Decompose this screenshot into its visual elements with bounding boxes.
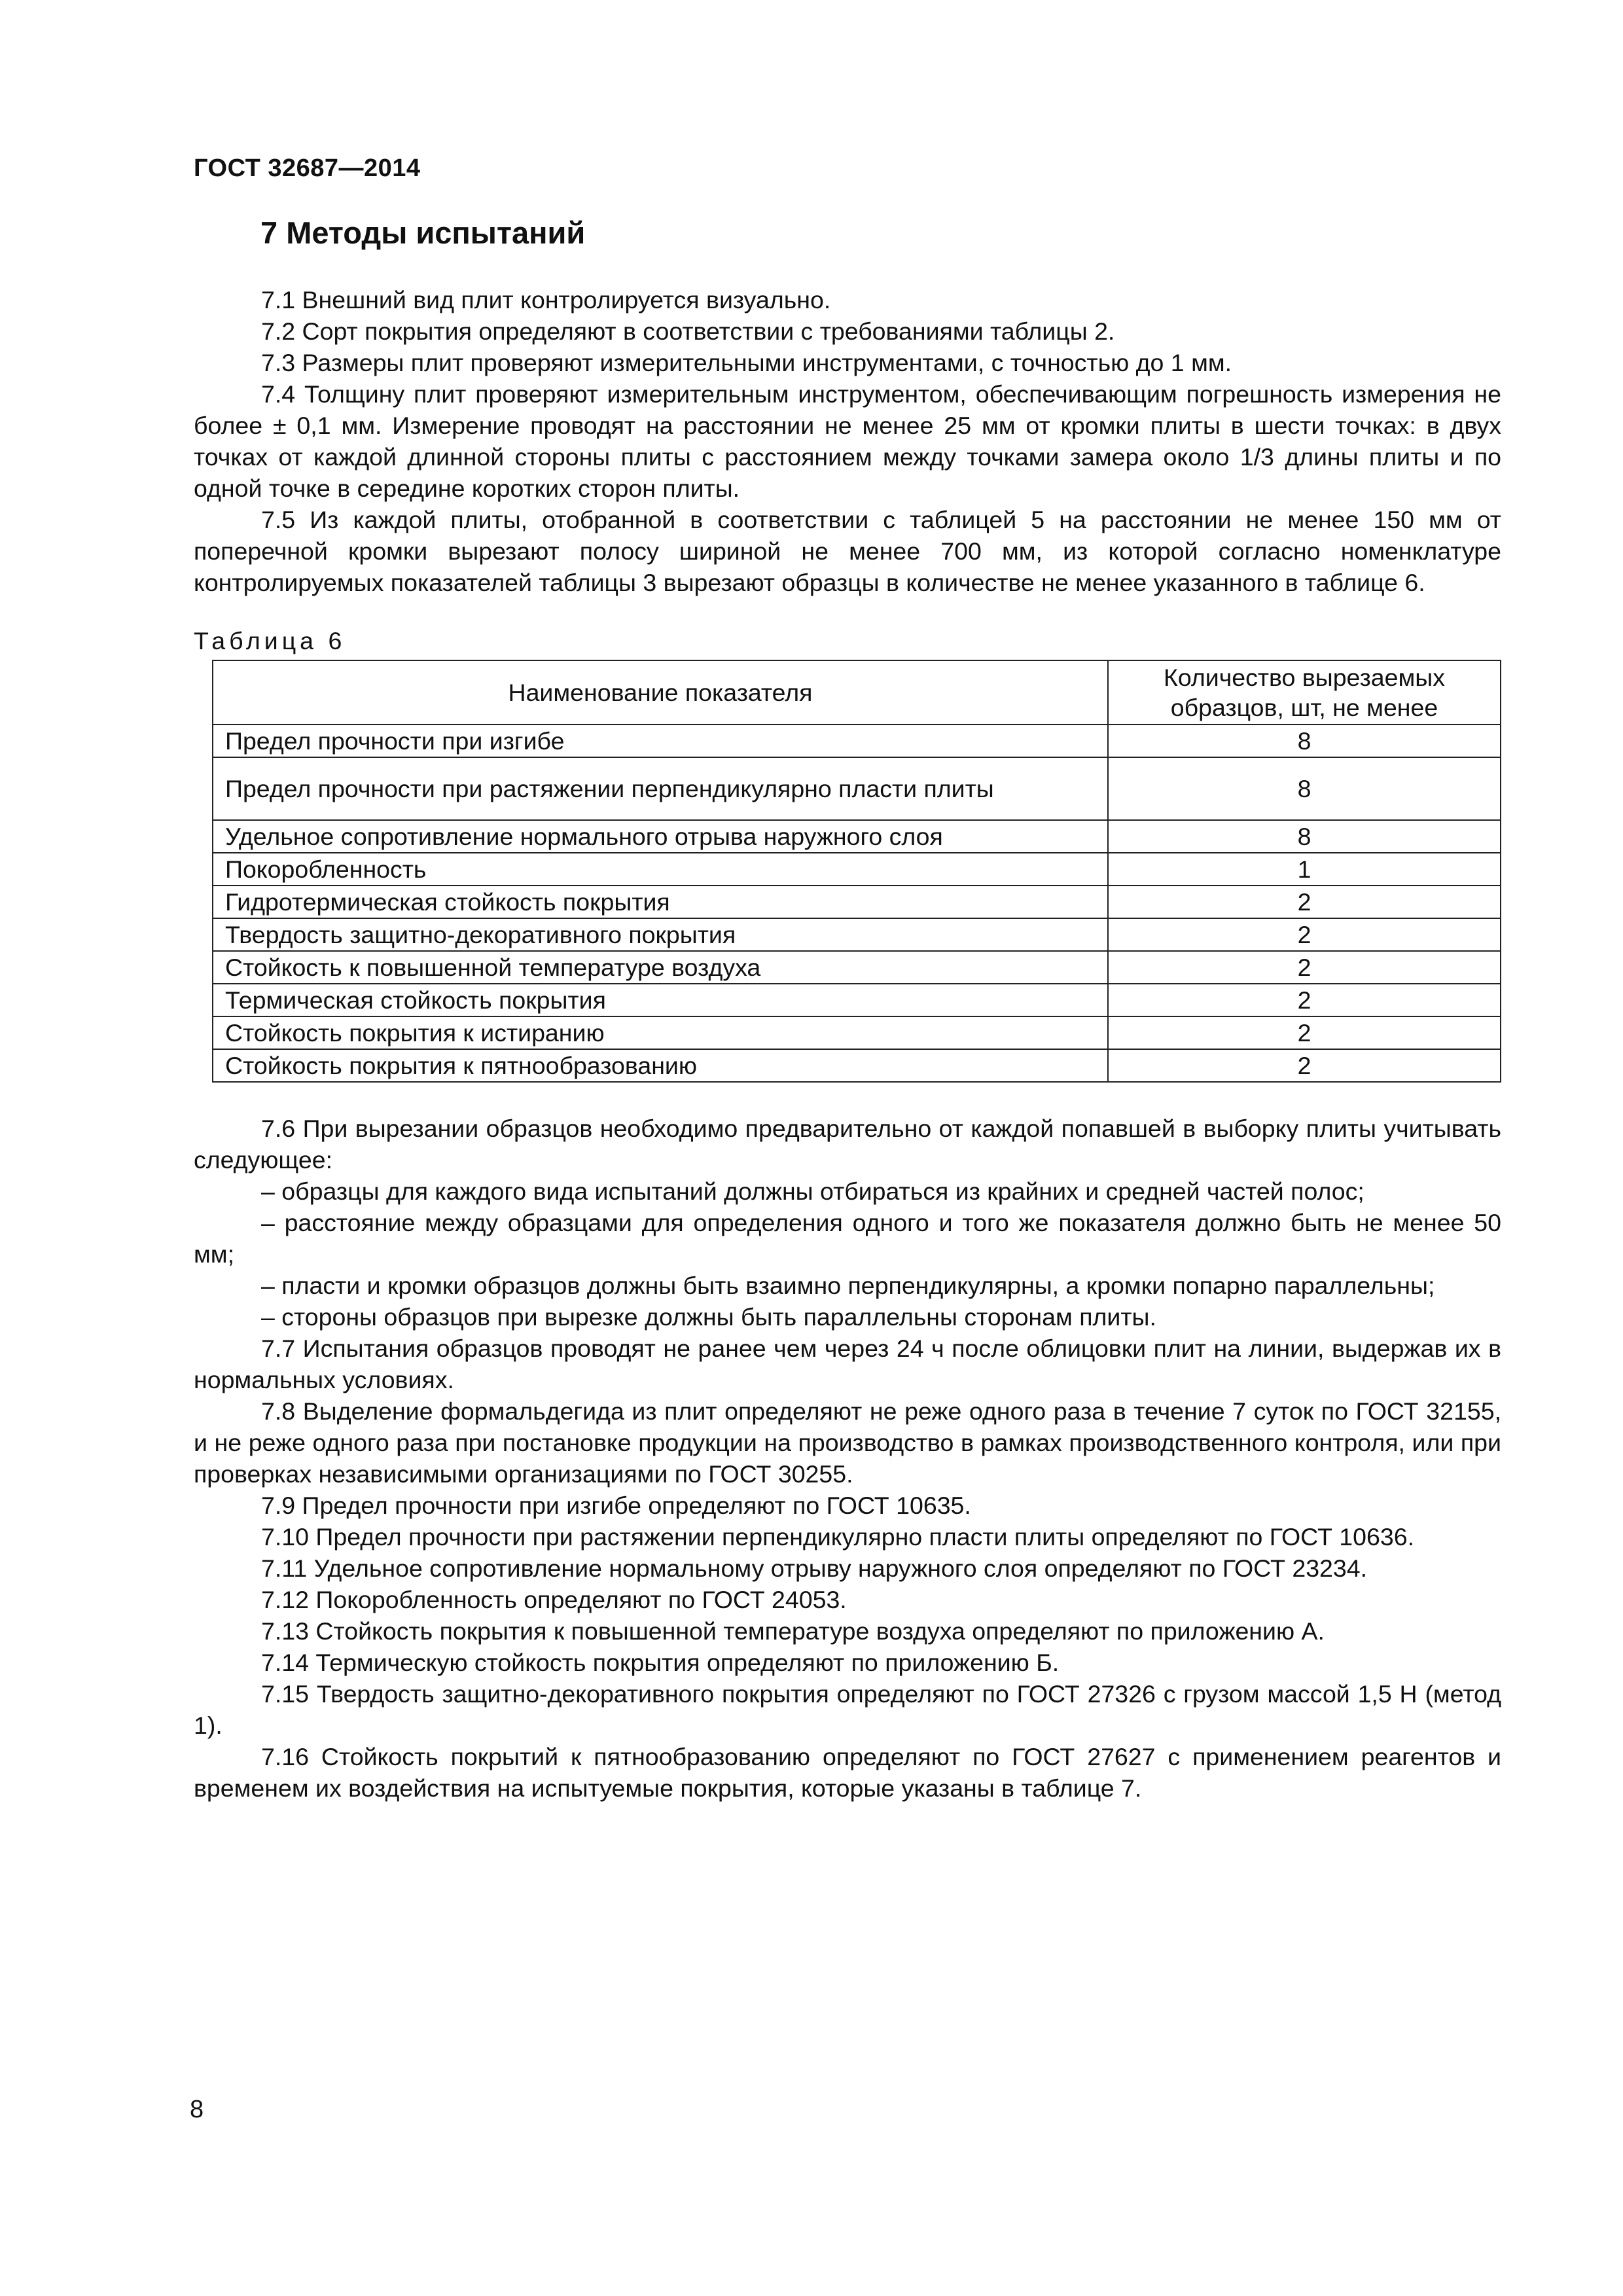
paragraph-7-12: 7.12 Покоробленность определяют по ГОСТ 24053. [261, 1586, 847, 1613]
paragraphs-before-table [194, 284, 1501, 598]
table-row [213, 757, 1501, 820]
paragraph-7-13: 7.13 Стойкость покрытия к повышенной температуре воздуха определяют по приложению А. [261, 1617, 1325, 1645]
paragraph-7-7: 7.7 Испытания образцов проводят не ранее чем через 24 ч после облицовки плит на линии, выдержав их в нормальных условиях. [194, 1335, 1501, 1393]
row-count: 8 [1108, 820, 1501, 853]
row-name: Покоробленность [213, 853, 1108, 886]
table-row [213, 886, 1501, 918]
table-row [213, 918, 1501, 951]
table-row [213, 951, 1501, 984]
list-item: – расстояние между образцами для определения одного и того же показателя должно быть не менее 50 мм; [194, 1209, 1501, 1268]
paragraph-7-16: 7.16 Стойкость покрытий к пятнообразованию определяют по ГОСТ 27627 с применением реагентов и временем их воздействия на испытуемые покрытия, которые указаны в таблице 7. [194, 1743, 1501, 1802]
row-name: Стойкость покрытия к истиранию [213, 1016, 1108, 1049]
list-item: – пласти и кромки образцов должны быть взаимно перпендикулярны, а кромки попарно параллельны; [261, 1272, 1435, 1299]
paragraph-7-6: 7.6 При вырезании образцов необходимо предварительно от каждой попавшей в выборку плиты учитывать следующее: [194, 1115, 1501, 1174]
row-count: 2 [1108, 1049, 1501, 1082]
row-name: Предел прочности при изгибе [213, 725, 1108, 757]
row-count: 2 [1108, 951, 1501, 984]
table-row [213, 984, 1501, 1016]
table-caption: Таблица 6 [194, 627, 346, 655]
samples-table [212, 660, 1501, 1083]
row-count: 2 [1108, 984, 1501, 1016]
paragraphs-after-table [194, 1113, 1501, 1804]
row-name: Термическая стойкость покрытия [213, 984, 1108, 1016]
paragraph-7-9: 7.9 Предел прочности при изгибе определяют по ГОСТ 10635. [261, 1492, 971, 1519]
paragraph-7-5: 7.5 Из каждой плиты, отобранной в соответствии с таблицей 5 на расстоянии не менее 150 мм от поперечной кромки вырезают полосу шириной не менее 700 мм, из которой согласно номенклатуре контролируемых показателей таблицы 3 вырезают образцы в количестве не менее указанного в таблице 6. [194, 506, 1501, 596]
table-row [213, 1016, 1501, 1049]
row-count: 2 [1108, 1016, 1501, 1049]
paragraph-7-11: 7.11 Удельное сопротивление нормальному отрыву наружного слоя определяют по ГОСТ 23234. [261, 1554, 1368, 1582]
row-name: Стойкость покрытия к пятнообразованию [213, 1049, 1108, 1082]
row-name: Гидротермическая стойкость покрытия [213, 886, 1108, 918]
header-name: Наименование показателя [213, 660, 1108, 725]
row-count: 8 [1108, 725, 1501, 757]
list-item: – стороны образцов при вырезке должны быть параллельны сторонам плиты. [261, 1303, 1156, 1331]
row-name: Предел прочности при растяжении перпендикулярно пласти плиты [213, 757, 1108, 820]
section-title: 7 Методы испытаний [260, 215, 586, 250]
row-count: 2 [1108, 886, 1501, 918]
paragraph-7-10: 7.10 Предел прочности при растяжении перпендикулярно пласти плиты определяют по ГОСТ 10636. [261, 1523, 1415, 1551]
paragraph-7-14: 7.14 Термическую стойкость покрытия определяют по приложению Б. [261, 1649, 1060, 1676]
table-header-row [213, 660, 1501, 725]
paragraph-7-4: 7.4 Толщину плит проверяют измерительным инструментом, обеспечивающим погрешность измерения не более ± 0,1 мм. Измерение проводят на расстоянии не менее 25 мм от кромки плиты в шести точках: в двух точках от каждой длинной стороны плиты с расстоянием между точками замера около 1/3 длины плиты и по одной точке в середине коротких сторон плиты. [194, 380, 1501, 502]
table-row [213, 853, 1501, 886]
document-code: ГОСТ 32687—2014 [194, 154, 421, 182]
table-row [213, 820, 1501, 853]
paragraph-7-3: 7.3 Размеры плит проверяют измерительными инструментами, с точностью до 1 мм. [261, 349, 1232, 376]
list-item: – образцы для каждого вида испытаний должны отбираться из крайних и средней частей полос; [261, 1177, 1364, 1205]
paragraph-7-15: 7.15 Твердость защитно-декоративного покрытия определяют по ГОСТ 27326 с грузом массой 1,5 Н (метод 1). [194, 1680, 1501, 1739]
header-count: Количество вырезаемых образцов, шт, не менее [1108, 660, 1501, 725]
table-row [213, 725, 1501, 757]
row-name: Удельное сопротивление нормального отрыва наружного слоя [213, 820, 1108, 853]
row-name: Стойкость к повышенной температуре воздуха [213, 951, 1108, 984]
paragraph-7-2: 7.2 Сорт покрытия определяют в соответствии с требованиями таблицы 2. [261, 317, 1115, 345]
row-count: 2 [1108, 918, 1501, 951]
row-count: 1 [1108, 853, 1501, 886]
paragraph-7-1: 7.1 Внешний вид плит контролируется визуально. [261, 286, 831, 314]
page-number: 8 [190, 2096, 204, 2123]
paragraph-7-8: 7.8 Выделение формальдегида из плит определяют не реже одного раза в течение 7 суток по ГОСТ 32155, и не реже одного раза при постановке продукции на производство в рамках производственного контроля, или при проверках независимыми организациями по ГОСТ 30255. [194, 1397, 1501, 1488]
row-name: Твердость защитно-декоративного покрытия [213, 918, 1108, 951]
table-row [213, 1049, 1501, 1082]
row-count: 8 [1108, 757, 1501, 820]
